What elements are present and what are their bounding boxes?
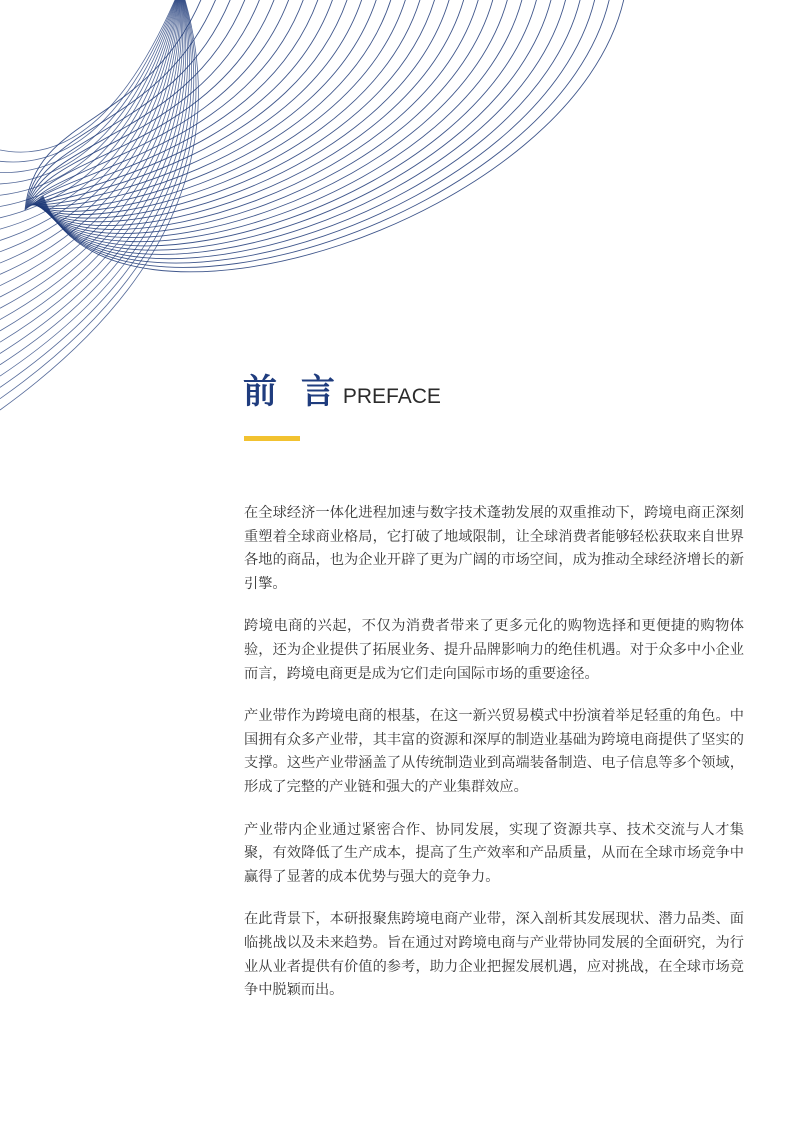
heading-title-cn: 前 言 [243,372,341,412]
decorative-sweep-line [0,0,186,342]
decorative-arc-line [28,0,277,208]
decorative-arc-line [33,0,393,209]
paragraph-2: 跨境电商的兴起，不仅为消费者带来了更多元化的购物选择和更便捷的购物体验，还为企业提供了拓展业务、提升品牌影响力的绝佳机遇。对于众多中小企业而言，跨境电商更是成为它们走向国际市场的重要途径。 [244,618,744,682]
decorative-arc-line [39,0,524,242]
decorative-sweep-line [0,0,178,229]
decorative-sweep-line [0,0,192,376]
heading-title-en: PREFACE [342,385,441,408]
decorative-sweep-line [0,0,177,195]
decorative-sweep-line [0,0,175,162]
decorative-sweep-line [0,0,176,184]
decorative-arc-line [40,0,553,250]
decorative-arc-line [43,0,625,272]
heading-accent-bar [244,436,300,441]
decorative-sweep-line [0,0,176,173]
paragraph-5: 在此背景下，本研报聚焦跨境电商产业带，深入剖析其发展现状、潜力品类、面临挑战以及未来趋势。旨在通过对跨境电商与产业带协同发展的全面研究，为行业从业者提供有价值的参考，助力企业把握发展机遇，应对挑战，在全球市场竞争中脱颖而出。 [244,911,744,999]
decorative-arc-line [34,0,408,211]
paragraph-3: 产业带作为跨境电商的根基，在这一新兴贸易模式中扮演着举足轻重的角色。中国拥有众多产业带，其丰富的资源和深厚的制造业基础为跨境电商提供了坚实的支撑。这些产业带涵盖了从传统制造业到高端装备制造、电子信息等多个领域，形成了完整的产业链和强大的产业集群效应。 [244,708,744,795]
decorative-arc-line [32,0,378,206]
decorative-arc-line [37,0,480,229]
paragraph-1: 在全球经济一体化进程加速与数字技术蓬勃发展的双重推动下，跨境电商正深刻重塑着全球商业格局，它打破了地域限制，让全球消费者能够轻松获取来自世界各地的商品，也为企业开辟了更为广阔的市场空间，成为推动全球经济增长的新引擎。 [244,505,744,592]
decorative-arc-line [29,0,306,207]
preface-body [244,502,744,1022]
decorative-sweep-line [0,0,179,263]
paragraph-4: 产业带内企业通过紧密合作、协同发展，实现了资源共享、技术交流与人才集聚，有效降低了生产成本，提高了生产效率和产品质量，从而在全球市场竞争中赢得了显著的成本优势与强大的竞争力。 [244,821,744,885]
decorative-sweep-line [0,0,181,297]
page-heading [243,370,441,414]
decorative-sweep-line [0,0,178,218]
